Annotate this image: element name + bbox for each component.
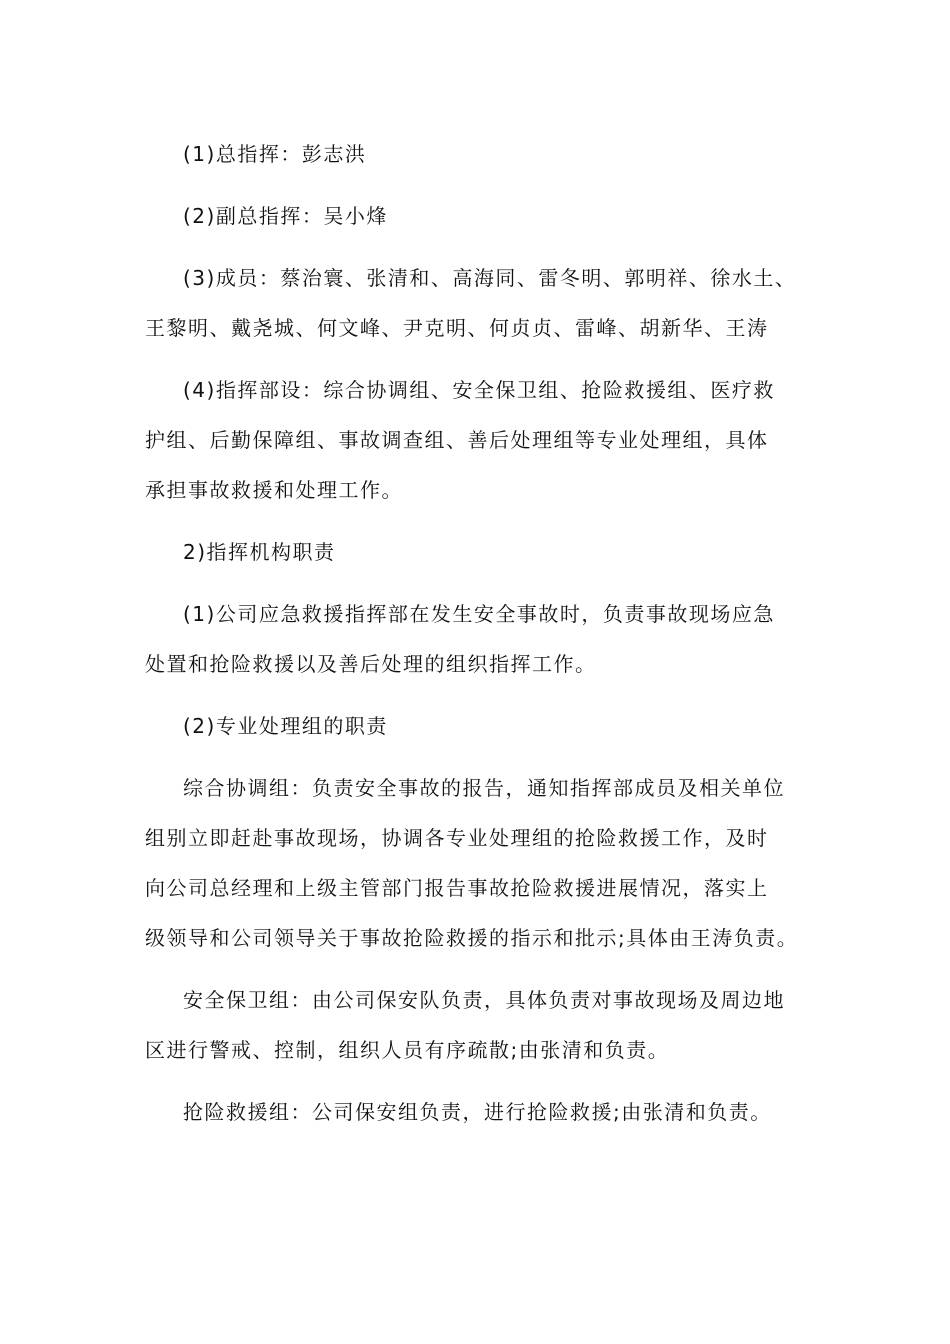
paragraph-members — [145, 260, 815, 346]
paragraph-deputy-commander — [145, 198, 815, 234]
document-body — [145, 136, 815, 1156]
text-line: 抢险救援组：公司保安组负责，进行抢险救援;由张清和负责。 — [183, 1100, 772, 1124]
text-line: 级领导和公司领导关于事故抢险救援的指示和批示;具体由王涛负责。 — [145, 926, 799, 950]
paragraph-command-groups — [145, 372, 815, 508]
paragraph-coordination-group — [145, 770, 815, 956]
text-line: (1)公司应急救援指挥部在发生安全事故时，负责事故现场应急 — [183, 602, 775, 626]
text-line: (1)总指挥：彭志洪 — [183, 142, 367, 166]
text-line: (2)副总指挥：吴小烽 — [183, 204, 388, 228]
text-line: 2)指挥机构职责 — [183, 540, 336, 564]
text-line: 护组、后勤保障组、事故调查组、善后处理组等专业处理组，具体 — [145, 428, 769, 452]
paragraph-security-group — [145, 982, 815, 1068]
text-line: (3)成员：蔡治寰、张清和、高海同、雷冬明、郭明祥、徐水土、 — [183, 266, 797, 290]
text-line: 王黎明、戴尧城、何文峰、尹克明、何贞贞、雷峰、胡新华、王涛 — [145, 316, 769, 340]
text-line: 安全保卫组：由公司保安队负责，具体负责对事故现场及周边地 — [183, 988, 785, 1012]
text-line: 承担事故救援和处理工作。 — [145, 478, 403, 502]
text-line: 组别立即赶赴事故现场，协调各专业处理组的抢险救援工作，及时 — [145, 826, 769, 850]
text-line: 综合协调组：负责安全事故的报告，通知指挥部成员及相关单位 — [183, 776, 785, 800]
paragraph-hq-duty — [145, 596, 815, 682]
text-line: (2)专业处理组的职责 — [183, 714, 388, 738]
section-heading-duties — [145, 534, 815, 570]
text-line: (4)指挥部设：综合协调组、安全保卫组、抢险救援组、医疗救 — [183, 378, 775, 402]
text-line: 区进行警戒、控制，组织人员有序疏散;由张清和负责。 — [145, 1038, 670, 1062]
text-line: 向公司总经理和上级主管部门报告事故抢险救援进展情况，落实上 — [145, 876, 769, 900]
paragraph-rescue-group — [145, 1094, 815, 1130]
text-line: 处置和抢险救援以及善后处理的组织指挥工作。 — [145, 652, 597, 676]
subheading-group-duties — [145, 708, 815, 744]
paragraph-commander — [145, 136, 815, 172]
